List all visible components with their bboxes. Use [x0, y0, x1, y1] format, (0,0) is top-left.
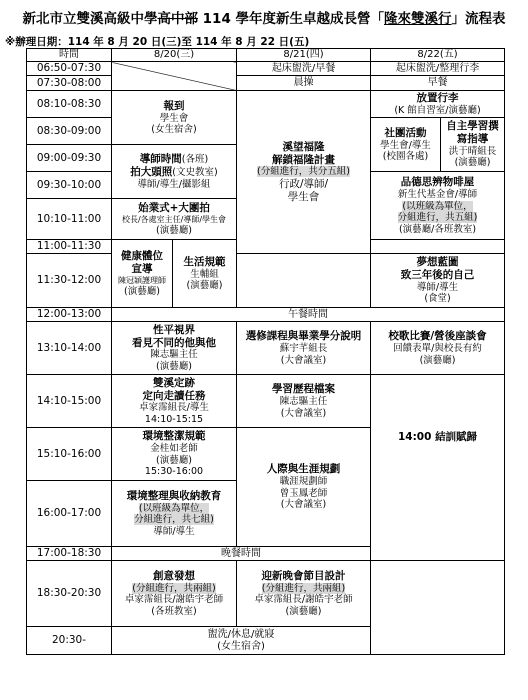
table-row [27, 375, 505, 428]
table-row [27, 76, 505, 91]
table-row [27, 308, 505, 322]
d1-rules-cell: 生活規範 生輔組 (演藝廳) [173, 240, 237, 308]
d2-empty-1130 [237, 254, 371, 308]
d3-empty-1100 [371, 240, 505, 254]
table-row [27, 322, 505, 375]
header-time: 時間 [27, 49, 112, 62]
d1-opening-cell: 始業式+大團拍 校長/各處室主任/導師/學生會 (演藝廳) [112, 199, 237, 240]
rest-cell: 盥洗/休息/就寢 (女生宿舍) [112, 627, 371, 655]
time-cell: 08:10-08:30 [27, 91, 112, 118]
d2-exercise-cell: 晨操 [237, 76, 371, 91]
time-cell: 10:10-11:00 [27, 199, 112, 240]
time-cell: 18:30-20:30 [27, 561, 112, 627]
d2-wake-cell: 起床盥洗/早餐 [237, 62, 371, 76]
event-dates: ※辦理日期：114 年 8 月 20 日(三)至 114 年 8 月 22 日(五) [5, 36, 310, 48]
d3-luggage-cell: 放置行李 (K 館自習室/演藝廳) [371, 91, 505, 118]
d3-selflearn-cell: 自主學習撰 寫指導 洪于晴組長 (演藝廳) [441, 118, 505, 172]
time-cell: 20:30- [27, 627, 112, 655]
checkin-cell: 報到 學生會 (女生宿舍) [112, 91, 237, 145]
d1-clean-cell: 環境整理與收納教育 (以班級為單位， 分組進行，共七組) 導師/導生 [112, 481, 237, 547]
lunch-cell: 午餐時間 [112, 308, 505, 322]
time-cell: 09:00-09:30 [27, 145, 112, 172]
header-day2: 8/21(四) [237, 49, 371, 62]
d1-health-cell: 健康體位 宣導 陳冠穎護理師 (演藝廳) [112, 240, 173, 308]
time-cell: 11:30-12:00 [27, 254, 112, 308]
d2-career-cell: 人際與生涯規劃 職涯規劃師 曾玉鳳老師 (大會議室) [237, 428, 371, 547]
schedule-table [26, 48, 505, 655]
header-row [27, 49, 505, 62]
d1-homeroom-cell: 導師時間(各班) 拍大頭照(文史教室) 導師/導生/攝影組 [112, 145, 237, 199]
d3-breakfast-cell: 早餐 [371, 76, 505, 91]
title-highlight: 隆來雙溪行 [384, 11, 452, 27]
d2-planning-cell: 溪望福隆 解鎖福隆計畫 (分組進行，共分五組) 行政/導師/ 學生會 [237, 91, 371, 254]
d3-closing-cell: 14:00 結訓賦歸 [371, 375, 505, 561]
time-cell: 11:00-11:30 [27, 240, 112, 254]
time-cell: 09:30-10:00 [27, 172, 112, 199]
d3-club-cell: 社團活動 學生會/導生 (校園各處) [371, 118, 441, 172]
d2-course-cell: 選修課程與畢業學分說明 蘇宇芊組長 (大會議室) [237, 322, 371, 375]
time-cell: 14:10-15:00 [27, 375, 112, 428]
d1-dream-cell: 創意發想 (分組進行，共兩組) 卓家霈組長/謝皓宇老師 (各班教室) [112, 561, 237, 627]
header-day3: 8/22(五) [371, 49, 505, 62]
d2-party-cell: 迎新晚會節目設計 (分組進行，共兩組) 卓家霈組長/謝皓宇老師 (演藝廳) [237, 561, 371, 627]
d3-dream-cell: 夢想藍圖 致三年後的自己 導師/導生 (食堂) [371, 254, 505, 308]
table-row [27, 91, 505, 118]
d3-museum-cell: 品德思辨物啡屋 新生代基金會/導師 (以班級為單位， 分組進行，共五組) (演藝廳/各班教室) [371, 172, 505, 240]
table-row [27, 62, 505, 76]
time-cell: 13:10-14:00 [27, 322, 112, 375]
d1-env-cell: 環境整潔規範 金桂如老師 (演藝廳) 15:30-16:00 [112, 428, 237, 481]
table-row [27, 561, 505, 627]
time-cell: 17:00-18:30 [27, 547, 112, 561]
d2-portfolio-cell: 學習歷程檔案 陳志驅主任 (大會議室) [237, 375, 371, 428]
time-cell: 16:00-17:00 [27, 481, 112, 547]
table-row [27, 254, 505, 308]
time-cell: 06:50-07:30 [27, 62, 112, 76]
time-cell: 15:10-16:00 [27, 428, 112, 481]
dinner-cell: 晚餐時間 [112, 547, 371, 561]
d3-wake-cell: 起床盥洗/整理行李 [371, 62, 505, 76]
d1-orient-cell: 雙溪定跡 定向走讀任務 卓家霈組長/導生 14:10-15:15 [112, 375, 237, 428]
header-day1: 8/20(三) [112, 49, 237, 62]
d3-empty-evening [371, 561, 505, 655]
d3-song-cell: 校歌比賽/營後座談會 回饋表單/與校長有約 (演藝廳) [371, 322, 505, 375]
time-cell: 12:00-13:00 [27, 308, 112, 322]
time-cell: 08:30-09:00 [27, 118, 112, 145]
time-cell: 07:30-08:00 [27, 76, 112, 91]
title-strike-word: 高中部 [157, 11, 198, 27]
day1-empty-cell [112, 62, 237, 91]
d1-gender-cell: 性平視界 看見不同的他與他 陳志驅主任 (演藝廳) [112, 322, 237, 375]
page-title: 新北市立雙溪高級中學高中部 114 學年度新生卓越成長營「隆來雙溪行」流程表 [22, 11, 506, 27]
